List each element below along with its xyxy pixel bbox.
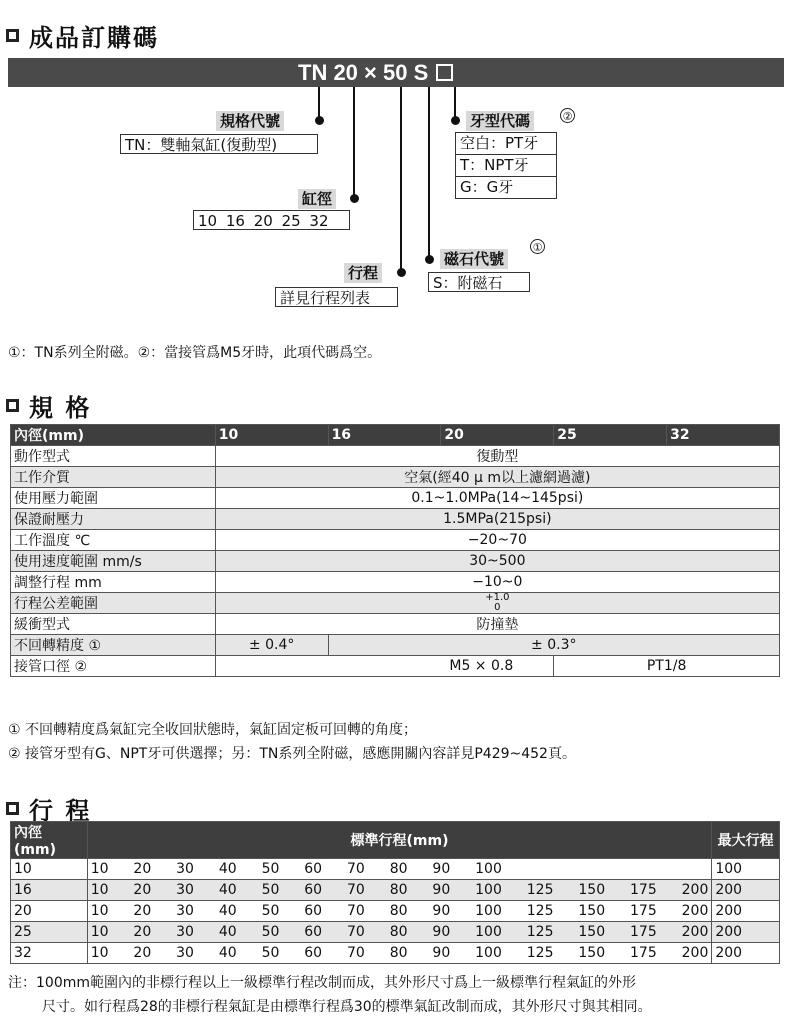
stroke-note: 尺寸。如行程爲28的非標行程氣缸是由標準行程爲30的標準氣缸改制而成，其外形尺寸與其相同。 [42,999,652,1015]
spec-header-cell: 內徑(mm) [11,425,216,446]
spec-header-cell: 10 [215,425,328,446]
table-row: 32 10 20 30 40 50 60 70 80 90 100 125 150 175 200 200 [11,943,780,964]
stroke-label: 行程 [344,263,382,283]
spec-header-cell: 16 [328,425,441,446]
thread-option: G：G牙 [460,178,514,196]
spec-dot-icon [315,116,324,125]
thread-code-label: 牙型代碼 [466,111,534,131]
thread-option: T：NPT牙 [456,155,556,177]
table-row: 使用壓力範圍 0.1~1.0MPa(14~145psi) [11,488,780,509]
table-row: 行程公差範圍 +1.0 0 [11,593,780,614]
table-row: 20 10 20 30 40 50 60 70 80 90 100 125 150 175 200 200 [11,901,780,922]
stroke-table [10,821,780,964]
table-row: 25 10 20 30 40 50 60 70 80 90 100 125 150 175 200 200 [11,922,780,943]
magnet-note-mark: ① [530,239,545,254]
table-row: 保證耐壓力 1.5MPa(215psi) [11,509,780,530]
table-row: 緩衝型式 防撞墊 [11,614,780,635]
table-row: 工作溫度 ℃ −20~70 [11,530,780,551]
magnet-connector [428,87,430,260]
table-row: 16 10 20 30 40 50 60 70 80 90 100 125 150 175 200 200 [11,880,780,901]
table-row: 10 10 20 30 40 50 60 70 80 90 100 100 [11,859,780,880]
stroke-option: 詳見行程列表 [275,287,398,307]
stroke-header-cell: 最大行程 [712,822,780,859]
table-row: 使用速度範圍 mm/s 30~500 [11,551,780,572]
magnet-code-label: 磁石代號 [440,249,508,269]
thread-code-box-icon [436,64,453,81]
stroke-dot-icon [397,268,406,277]
spec-table [10,424,780,677]
stroke-tolerance-value: +1.0 0 [215,593,779,614]
table-row: 調整行程 mm −10~0 [11,572,780,593]
thread-note-mark: ② [560,108,575,123]
stroke-connector [400,87,402,273]
bore-connector [353,87,355,199]
bore-dot-icon [350,194,359,203]
table-row: 不回轉精度 ① ± 0.4° ± 0.3° [11,635,780,656]
bore-label: 缸徑 [298,189,336,209]
thread-option: 空白：PT牙 [456,133,556,155]
spec-note: ① 不回轉精度爲氣缸完全收回狀態時，氣缸固定板可回轉的角度； [8,722,417,738]
table-row: 動作型式 復動型 [11,446,780,467]
bore-options: 10 16 20 25 32 [193,210,350,230]
spec-header-cell: 25 [554,425,667,446]
square-bullet-icon [6,29,19,42]
magnet-dot-icon [425,255,434,264]
order-section-title: 成品訂購碼 [6,18,159,53]
square-bullet-icon [6,399,19,412]
order-code: TN 20 × 50 S [298,60,453,85]
stroke-section-title: 行 程 [6,791,91,826]
magnet-option: S：附磁石 [428,272,530,292]
thread-options [455,132,557,199]
spec-header-cell: 32 [667,425,780,446]
stroke-header-cell: 內徑(mm) [11,822,88,859]
spec-option: TN：雙軸氣缸(復動型) [120,134,318,154]
stroke-note: 注：100mm範圍內的非標行程以上一級標準行程改制而成，其外形尺寸爲上一級標準行程氣缸的外形 [8,975,636,991]
square-bullet-icon [6,802,19,815]
spec-note: ② 接管牙型有G、NPT牙可供選擇；另：TN系列全附磁，感應開關內容詳見P429~452頁。 [8,746,576,762]
stroke-header-row [11,822,780,859]
spec-section-title: 規 格 [6,388,91,423]
spec-code-label: 規格代號 [216,111,284,131]
spec-header-row [11,425,780,446]
thread-dot-icon [451,116,460,125]
table-row: 工作介質 空氣(經40 μ m以上濾網過濾) [11,467,780,488]
stroke-header-cell: 標準行程(mm) [87,822,712,859]
table-row: 接管口徑 ② M5 × 0.8 PT1/8 [11,656,780,677]
spec-header-cell: 20 [441,425,554,446]
order-note: ①：TN系列全附磁。②：當接管爲M5牙時，此項代碼爲空。 [8,345,382,361]
